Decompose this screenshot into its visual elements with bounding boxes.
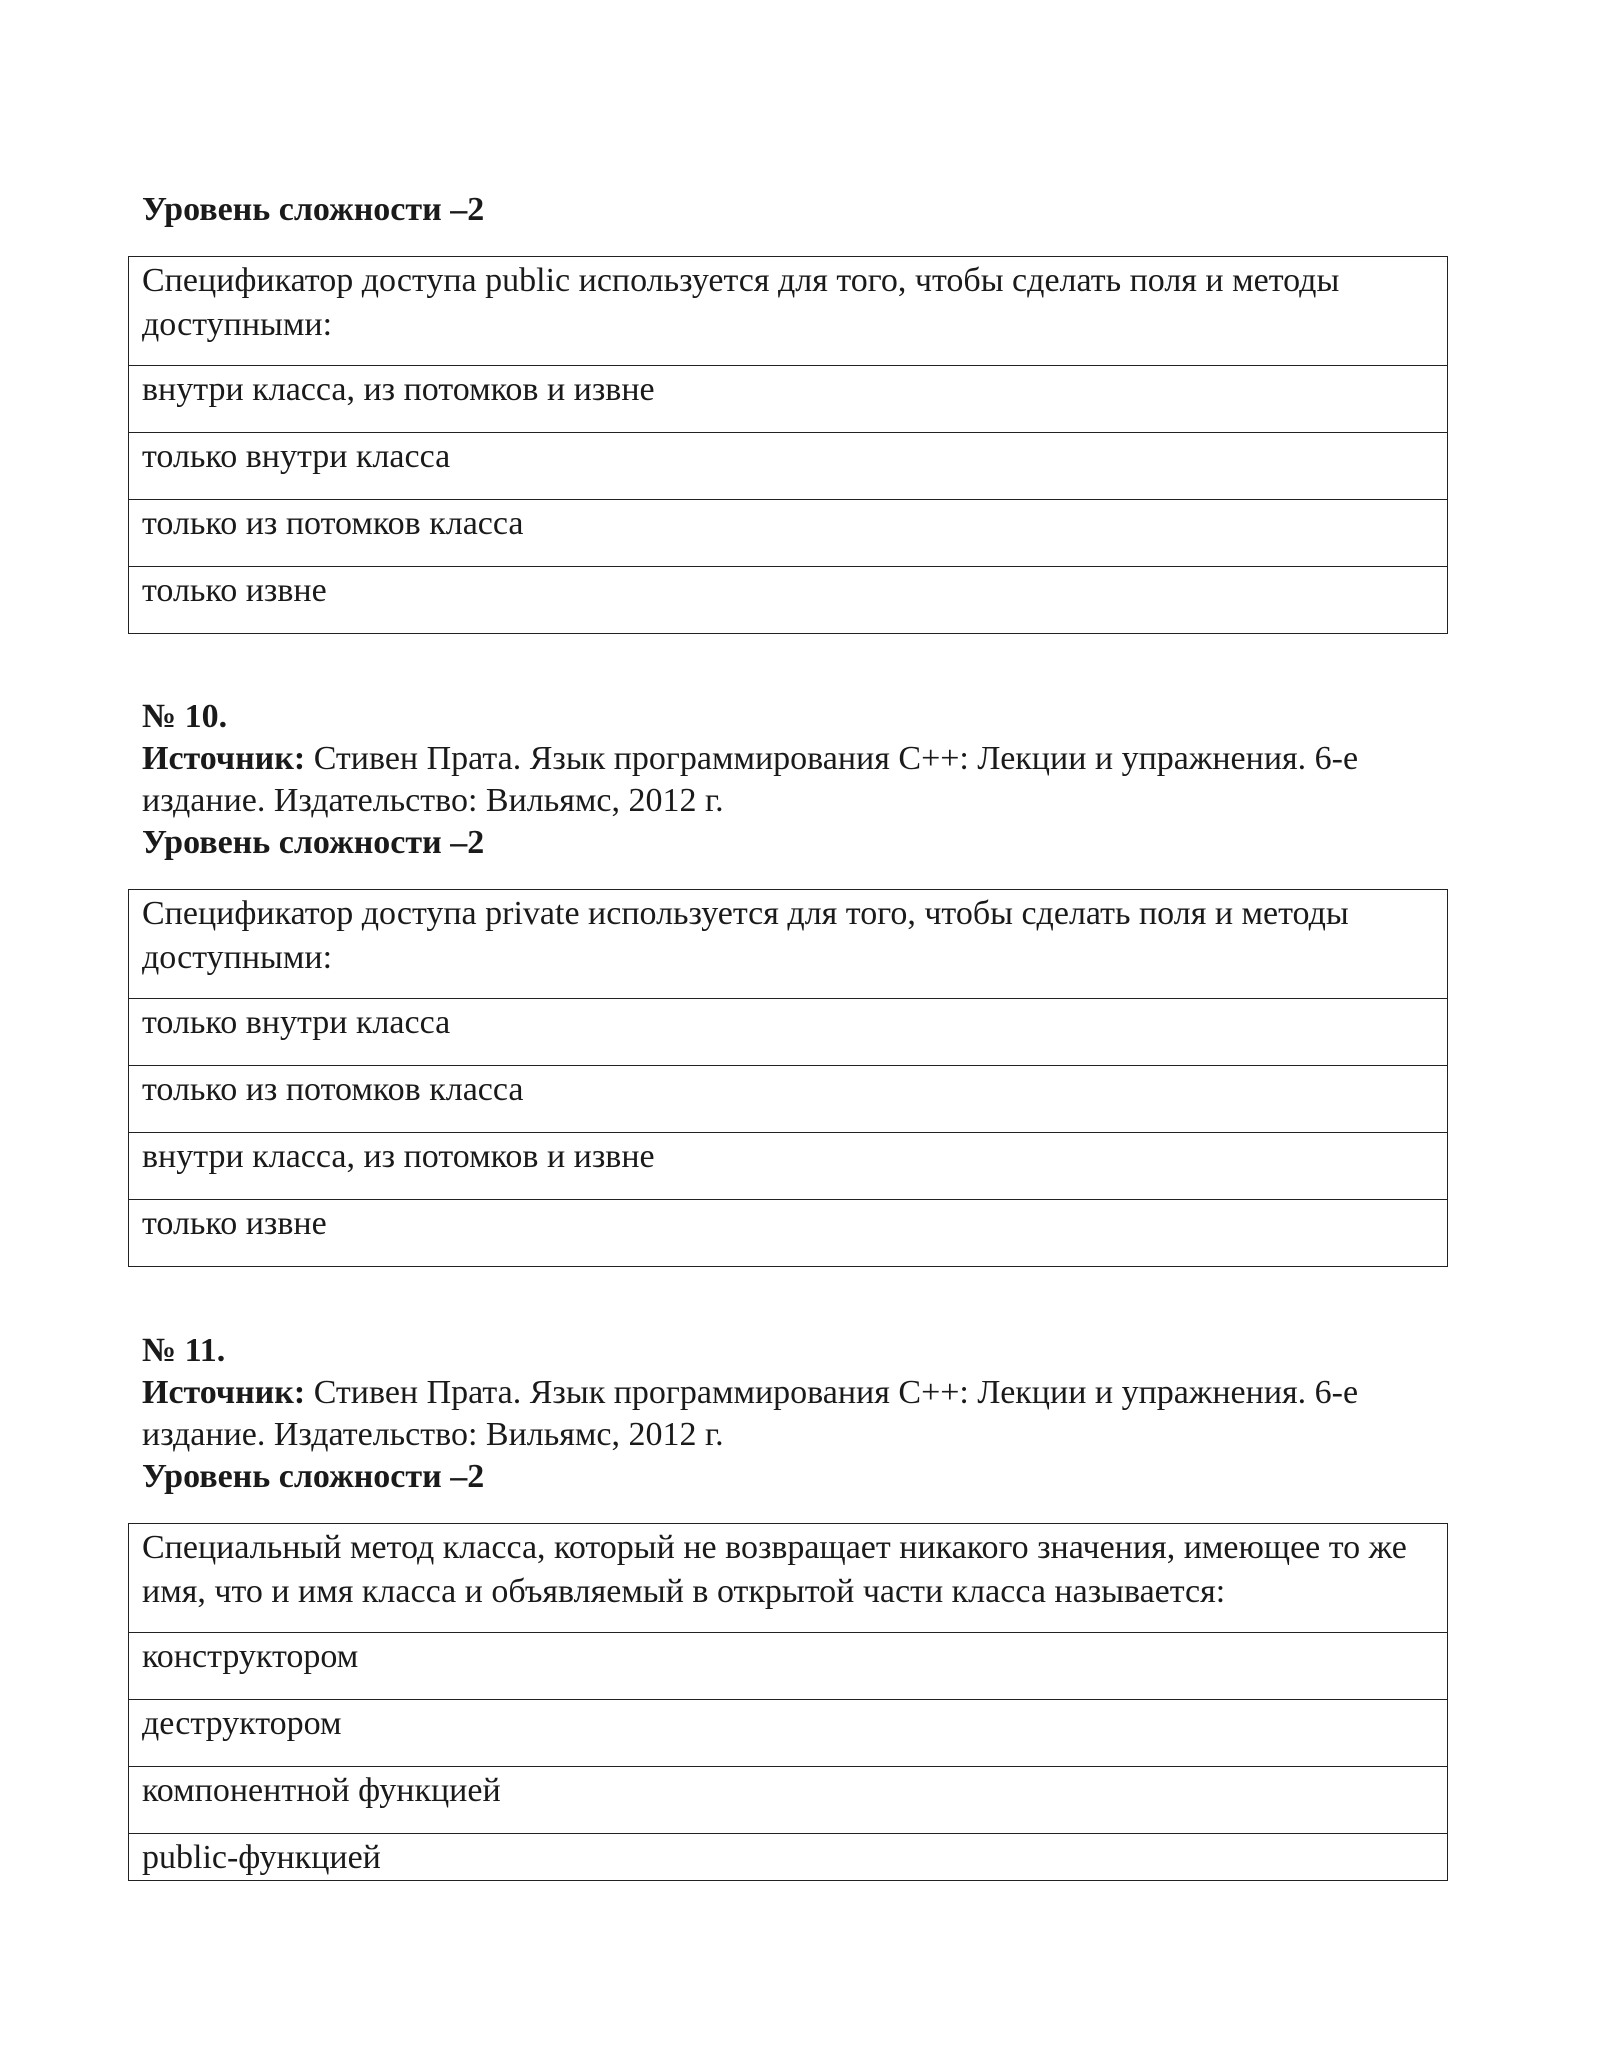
source-text: Стивен Прата. Язык программирования С++: Лекции и упражнения. 6-е издание. Издательство: Вильямс, 2012 г.: [142, 740, 1359, 819]
question-number: № 10.: [142, 698, 228, 735]
source-label: Источник:: [142, 1374, 306, 1411]
difficulty-level: Уровень сложности –2: [142, 1458, 485, 1495]
answer-option: только извне: [129, 567, 1448, 634]
question-number: № 11.: [142, 1332, 226, 1369]
source-label: Источник:: [142, 740, 306, 777]
answer-option: только внутри класса: [129, 433, 1448, 500]
answer-option: компонентной функцией: [129, 1767, 1448, 1834]
question-text: Спецификатор доступа private используется для того, чтобы сделать поля и методы доступными:: [129, 890, 1448, 999]
answer-option: public-функцией: [129, 1834, 1448, 1881]
answer-option: деструктором: [129, 1700, 1448, 1767]
difficulty-level: Уровень сложности –2: [142, 824, 485, 861]
question-text: Специальный метод класса, который не возвращает никакого значения, имеющее то же имя, что и имя класса и объявляемый в открытой части класса называется:: [129, 1524, 1448, 1633]
section-2-header: [142, 696, 1462, 864]
question-text: Спецификатор доступа public используется для того, чтобы сделать поля и методы доступными:: [129, 257, 1448, 366]
answer-option: конструктором: [129, 1633, 1448, 1700]
section-1-header: [142, 189, 1462, 231]
answer-option: только из потомков класса: [129, 500, 1448, 567]
answer-option: только внутри класса: [129, 999, 1448, 1066]
question-table-1: [128, 256, 1448, 634]
question-table-2: [128, 889, 1448, 1267]
answer-option: внутри класса, из потомков и извне: [129, 366, 1448, 433]
question-table-3: [128, 1523, 1448, 1881]
source-line: [142, 1372, 1462, 1456]
answer-option: только из потомков класса: [129, 1066, 1448, 1133]
source-text: Стивен Прата. Язык программирования С++: Лекции и упражнения. 6-е издание. Издательство: Вильямс, 2012 г.: [142, 1374, 1359, 1453]
source-line: [142, 738, 1462, 822]
answer-option: только извне: [129, 1200, 1448, 1267]
section-3-header: [142, 1330, 1462, 1498]
answer-option: внутри класса, из потомков и извне: [129, 1133, 1448, 1200]
difficulty-level: Уровень сложности –2: [142, 191, 485, 228]
